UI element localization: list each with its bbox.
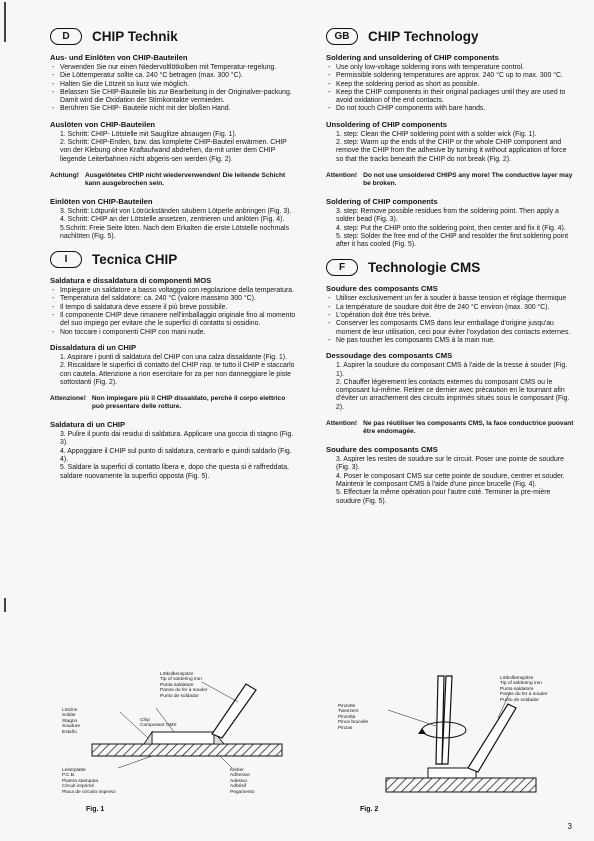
list-item: - Use only low-voltage soldering irons with temperature control. [326, 64, 574, 72]
fr-steps-1 [326, 362, 574, 412]
section-de [50, 28, 298, 241]
language-badge-it: I [50, 251, 82, 268]
list-item: - Belassen Sie CHIP-Bauteile bis zur Bearbeitung in der Originalver-packung. Damit wird die Oxidation der Stirnkontakte vermieden. [50, 89, 298, 106]
list-item: - Permissible soldering temperatures are approx. 240 °C up to max. 300 °C. [326, 72, 574, 80]
fr-subheading-3: Soudure des composants CMS [326, 445, 438, 455]
list-item: - Halten Sie die Lötzeit so kurz wie möglich. [50, 81, 298, 89]
list-item: - Die Löttemperatur sollte ca. 240 °C betragen (max. 300 °C). [50, 72, 298, 80]
list-item: - Do not touch CHIP components with bare hands. [326, 105, 574, 113]
fig1-solder-labels: Lötzinn Solder Stagno Soudure Estaño [62, 708, 81, 735]
gb-steps-1 [326, 131, 574, 164]
section-it-title: Tecnica CHIP [92, 252, 178, 268]
section-fr-title: Technologie CMS [368, 260, 481, 276]
list-item: - Non toccare i componenti CHIP con mani nude. [50, 329, 298, 337]
step-item: 3. step: Remove possible residues from the soldering point. Then apply a solder bead (Fig. 3). [336, 207, 559, 224]
list-item: - La température de soudure doit être de 240 °C environ (max. 300 °C). [326, 304, 574, 312]
step-item: 2. Chauffer légèrement les contacts externes du composant CMS ou le composant lui-même. Retirer ce dernier avec précaution en le tournant afin d'éviter un arrachement des circuits imprimés situés sous le composant (Fig. 2). [336, 378, 570, 411]
step-item: 5. Effectuer la même opération pour l'autre coté. Terminer la pre-mière soudure (Fig. 5). [336, 489, 551, 505]
iron-tip-shape [468, 704, 516, 772]
section-it-header [50, 251, 298, 268]
gb-subheading-2: Unsoldering of CHIP components [326, 119, 447, 129]
step-item: 2. step: Warm up the ends of the CHIP or the whole CHIP component and remove the CHIP from the adhesive by turning it without application of force so that the tracks beneath the CHIP do not break (Fig. 2). [336, 139, 567, 163]
warning-label: Attenzione! [50, 395, 86, 403]
chip-shape [428, 768, 476, 778]
it-warning [50, 395, 298, 411]
step-item: 5. step: Solder the free end of the CHIP and resolder the first soldering point after it has cooled (Fig. 5). [336, 232, 568, 249]
list-item: - Verwenden Sie nur einen Niedervoltlötkolben mit Temperatur-regelung. [50, 64, 298, 72]
de-steps-1 [50, 131, 298, 164]
list-item: - Impiegare un saldatore a basso voltaggio con regolazione della temperatura. [50, 287, 298, 295]
gb-steps-2 [326, 208, 574, 249]
fig1-pcb-labels: Leiterplatte P.C.B. Piastra stampata Circuit imprimé Placa de circuito impreso [62, 768, 116, 795]
it-steps-2 [50, 431, 298, 481]
warning-label: Achtung! [50, 171, 79, 179]
fr-steps-2 [326, 456, 574, 506]
pcb-shape [386, 778, 536, 792]
it-subheading-2: Dissaldatura di un CHIP [50, 342, 137, 352]
gb-warning [326, 172, 574, 188]
step-item: 1. Schritt: CHIP- Lötstelle mit Sauglitze absaugen (Fig. 1). [60, 130, 237, 138]
step-item: 1. Aspirer la soudure du composant CMS à l'aide de la tresse à souder (Fig. 1). [336, 362, 568, 378]
step-item: 4. Appoggiare il CHIP sul punto di saldatura, centrarlo e quindi saldarlo (Fig. 4). [60, 447, 292, 464]
it-steps-1 [50, 354, 298, 387]
section-it [50, 251, 298, 481]
step-item: 4. Schritt: CHIP an der Lötstelle ansetzen, zentrieren und anlöten (Fig. 4). [60, 216, 285, 224]
fr-subheading-1: Soudure des composants CMS [326, 284, 438, 294]
pcb-shape [92, 744, 282, 756]
list-item: - Il componente CHIP deve rimanere nell'imballaggio originale fino al momento del suo impiego per evitare che le superfici di contatto si ossidino. [50, 312, 298, 329]
list-item: - Keep the CHIP components in their original packages until they are used to avoid oxidation of the end contacts. [326, 89, 574, 106]
section-gb-header [326, 28, 574, 45]
warning-text: Non impiegare più il CHIP dissaldato, perchè il corpo elettrico può presentare delle rotture. [91, 395, 286, 411]
binding-mark-bottom [4, 598, 6, 612]
section-gb-title: CHIP Technology [368, 29, 479, 44]
section-de-header [50, 28, 298, 45]
warning-text: Ausgelötetes CHIP nicht wiederverwenden! Die leitende Schicht kann ausgebrochen sein. [84, 171, 286, 187]
fig1-tip-labels: Lötkolbenspitze Tip of soldering iron Punta saldatore Panne du fer à souder Punto de soldador [160, 672, 208, 699]
fig2-tweezer-labels: Pinzette Tweezers Pinzetta Pince brucelle Pinzas [338, 704, 369, 731]
list-item: - Utiliser exclusivement un fer à souder à basse tension et réglage thermique [326, 295, 574, 303]
fr-subheading-2: Dessoudage des composants CMS [326, 351, 453, 361]
step-item: 1. Aspirare i punti di saldatura del CHIP con una calza dissaldante (Fig. 1). [60, 353, 288, 361]
figure-1 [62, 672, 302, 802]
list-item: - L'opération doit être très brève. [326, 312, 574, 320]
list-item: - Keep the soldering period as short as possible. [326, 81, 574, 89]
section-de-title: CHIP Technik [92, 29, 178, 44]
list-item: - Il tempo di saldatura deve essere il più breve possibile. [50, 304, 298, 312]
figure-2-caption: Fig. 2 [360, 806, 379, 813]
section-fr [326, 259, 574, 505]
de-subheading-3: Einlöten von CHIP-Bauteilen [50, 196, 153, 206]
arrow-head [418, 728, 426, 734]
step-item: 3. Schritt: Lötpunkt von Lötrückständen säubern Lötperle anbringen (Fig. 3). [60, 207, 292, 215]
list-item: - Conserver les composants CMS dans leur emballage d'origine jusqu'au moment de leur utilisation, ceci pour éviter l'oxydation des contacts externes. [326, 320, 574, 337]
gb-subheading-1: Soldering and unsoldering of CHIP components [326, 53, 499, 62]
de-steps-2 [50, 208, 298, 241]
step-item: 5.Schritt: Freie Seite löten. Nach dem Erkalten die erste Lötstelle nochmals nachlöten (Fig. 5). [60, 224, 290, 240]
figure-1-caption: Fig. 1 [86, 806, 105, 813]
gb-list-1 [326, 64, 574, 114]
left-column [50, 28, 298, 487]
right-column [326, 28, 574, 512]
step-item: 5. Saldare la superfici di contatto libera e, dopo che questa si è raffreddata, saldare nuovamente la superfici opposta (Fig. 5). [60, 464, 289, 480]
it-list-1 [50, 287, 298, 337]
section-fr-header [326, 259, 574, 276]
step-item: 1. step: Clean the CHIP soldering point with a solder wick (Fig. 1). [336, 130, 537, 138]
warning-label: Attention! [326, 171, 358, 179]
it-subheading-3: Saldatura di un CHIP [50, 420, 126, 430]
de-warning [50, 172, 298, 188]
step-item: 4. step: Put the CHIP onto the soldering point, then center and fix it (Fig. 4). [336, 224, 566, 232]
warning-label: Attention! [326, 420, 358, 428]
fig1-chip-labels: Chip Composant CMS [140, 718, 177, 729]
chip-shape [152, 732, 214, 744]
fig1-glue-labels: Kleber Adhesive Adesivo Adhésif Pegamento [230, 768, 255, 795]
step-item: 3. Aspirer les restes de soudure sur le circuit. Poser une pointe de soudure (Fig. 3). [336, 456, 564, 472]
de-list-1 [50, 64, 298, 114]
list-item: - Berühren Sie CHIP- Bauteile nicht mit der bloßen Hand. [50, 105, 298, 113]
language-badge-gb: GB [326, 28, 358, 45]
it-subheading-1: Saldatura e dissaldatura di componenti MOS [50, 276, 212, 286]
gb-subheading-3: Soldering of CHIP components [326, 196, 438, 206]
list-item: - Temperatura del saldatore: ca. 240 °C (valore massimo 300 °C). [50, 295, 298, 303]
de-subheading-1: Aus- und Einlöten von CHIP-Bauteilen [50, 53, 188, 62]
step-item: 4. Poser le composant CMS sur cette pointe de soudure, centrer et souder. Maintenir le composant CMS à l'aide d'une pince brucelle (Fig. 4). [336, 472, 565, 488]
step-item: 2. Riscaldare le superfici di contatto del CHIP risp. te tutto il CHIP e staccarlo con cautela. Attenzione a non esercitare for za per non danneggiare le piste sottostanti (Fig. 2). [60, 362, 295, 386]
figure-2 [338, 668, 568, 803]
binding-mark-top [4, 2, 6, 42]
iron-tip-shape [212, 684, 256, 738]
step-item: 3. Pulire il punto dai residui di saldatura. Applicare una goccia di stagno (Fig. 3). [60, 431, 294, 447]
step-item: 2. Schritt: CHIP-Enden, bzw. das komplette CHIP-Bauteil erwärmen. CHIP von der Klebung ohne Kraftaufwand abdrehen, da-mit unter dem CHIP liegende Leiterbahnen nicht abgeris-sen werden (Fig. 2). [60, 139, 287, 163]
language-badge-fr: F [326, 259, 358, 276]
de-subheading-2: Auslöten von CHIP-Bauteilen [50, 119, 156, 129]
warning-text: Ne pas réutiliser les composants CMS, la face conductrice puovant être endomagée. [363, 420, 574, 436]
fr-warning [326, 420, 574, 436]
section-gb [326, 28, 574, 249]
warning-text: Do not use unsoldered CHIPS any more! The conductive layer may be broken. [363, 171, 573, 187]
list-item: - Ne pas toucher les composants CMS à la main nue. [326, 337, 574, 345]
fr-list-1 [326, 295, 574, 345]
language-badge-de: D [50, 28, 82, 45]
page-number: 3 [567, 822, 572, 831]
fig2-tip-labels: Lötkolbenspitze Tip of soldering iron Punta saldatore Panne du fer à souder Punto de soldador [500, 676, 548, 703]
